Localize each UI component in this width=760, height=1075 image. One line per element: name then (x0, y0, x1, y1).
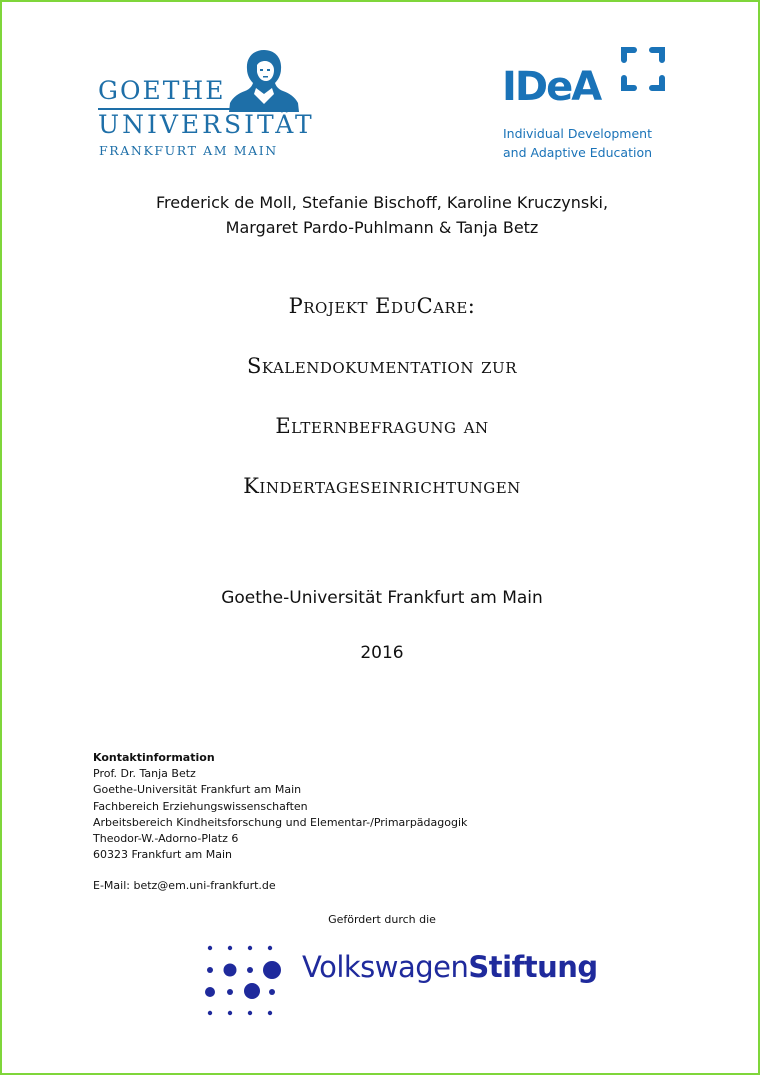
volkswagen-stiftung-wordmark (302, 950, 598, 984)
title-line3: Elternbefragung an (275, 414, 489, 438)
funded-by: Gefördert durch die (328, 913, 436, 926)
authors-line2: Margaret Pardo-Puhlmann & Tanja Betz (225, 218, 539, 237)
idea-logo (502, 46, 682, 166)
authors-line1: Frederick de Moll, Stefanie Bischoff, Karoline Kruczynski, (155, 193, 609, 212)
idea-subtitle (503, 124, 652, 162)
goethe-name: GOETHE (98, 76, 226, 105)
idea-brand: IDeA (502, 64, 601, 110)
contact-email: E-Mail: betz@em.uni-frankfurt.de (93, 879, 276, 892)
contact-line: Goethe-Universität Frankfurt am Main (93, 783, 302, 797)
publication-year: 2016 (360, 643, 404, 663)
title-line4: Kindertageseinrichtungen (243, 474, 521, 498)
contact-line: 60323 Frankfurt am Main (93, 848, 233, 862)
contact-line: Theodor-W.-Adorno-Platz 6 (93, 832, 239, 846)
contact-heading: Kontaktinformation (93, 751, 215, 764)
dots-pattern-icon (202, 940, 292, 1020)
volkswagen-stiftung-logo (202, 940, 598, 1020)
institution: Goethe-Universität Frankfurt am Main (221, 588, 543, 608)
goethe-portrait-icon (228, 48, 300, 112)
wordmark-part1: Volkswagen (302, 950, 469, 984)
contact-line: Fachbereich Erziehungswissenschaften (93, 799, 308, 813)
contact-block (93, 750, 467, 863)
goethe-city: FRANKFURT AM MAIN (99, 143, 278, 158)
contact-line: Arbeitsbereich Kindheitsforschung und Elementar-/Primarpädagogik (93, 815, 468, 829)
title-line1: Projekt EduCare: (288, 294, 476, 318)
idea-subtitle-line1: Individual Development (503, 126, 652, 141)
title-line2: Skalendokumentation zur (246, 354, 517, 378)
goethe-university-logo (98, 48, 315, 160)
idea-brackets-icon (620, 46, 666, 92)
contact-line: Prof. Dr. Tanja Betz (93, 767, 196, 781)
wordmark-part2: Stiftung (468, 950, 598, 984)
idea-subtitle-line2: and Adaptive Education (503, 145, 653, 160)
goethe-university: UNIVERSITÄT (98, 110, 315, 139)
authors (2, 190, 760, 240)
